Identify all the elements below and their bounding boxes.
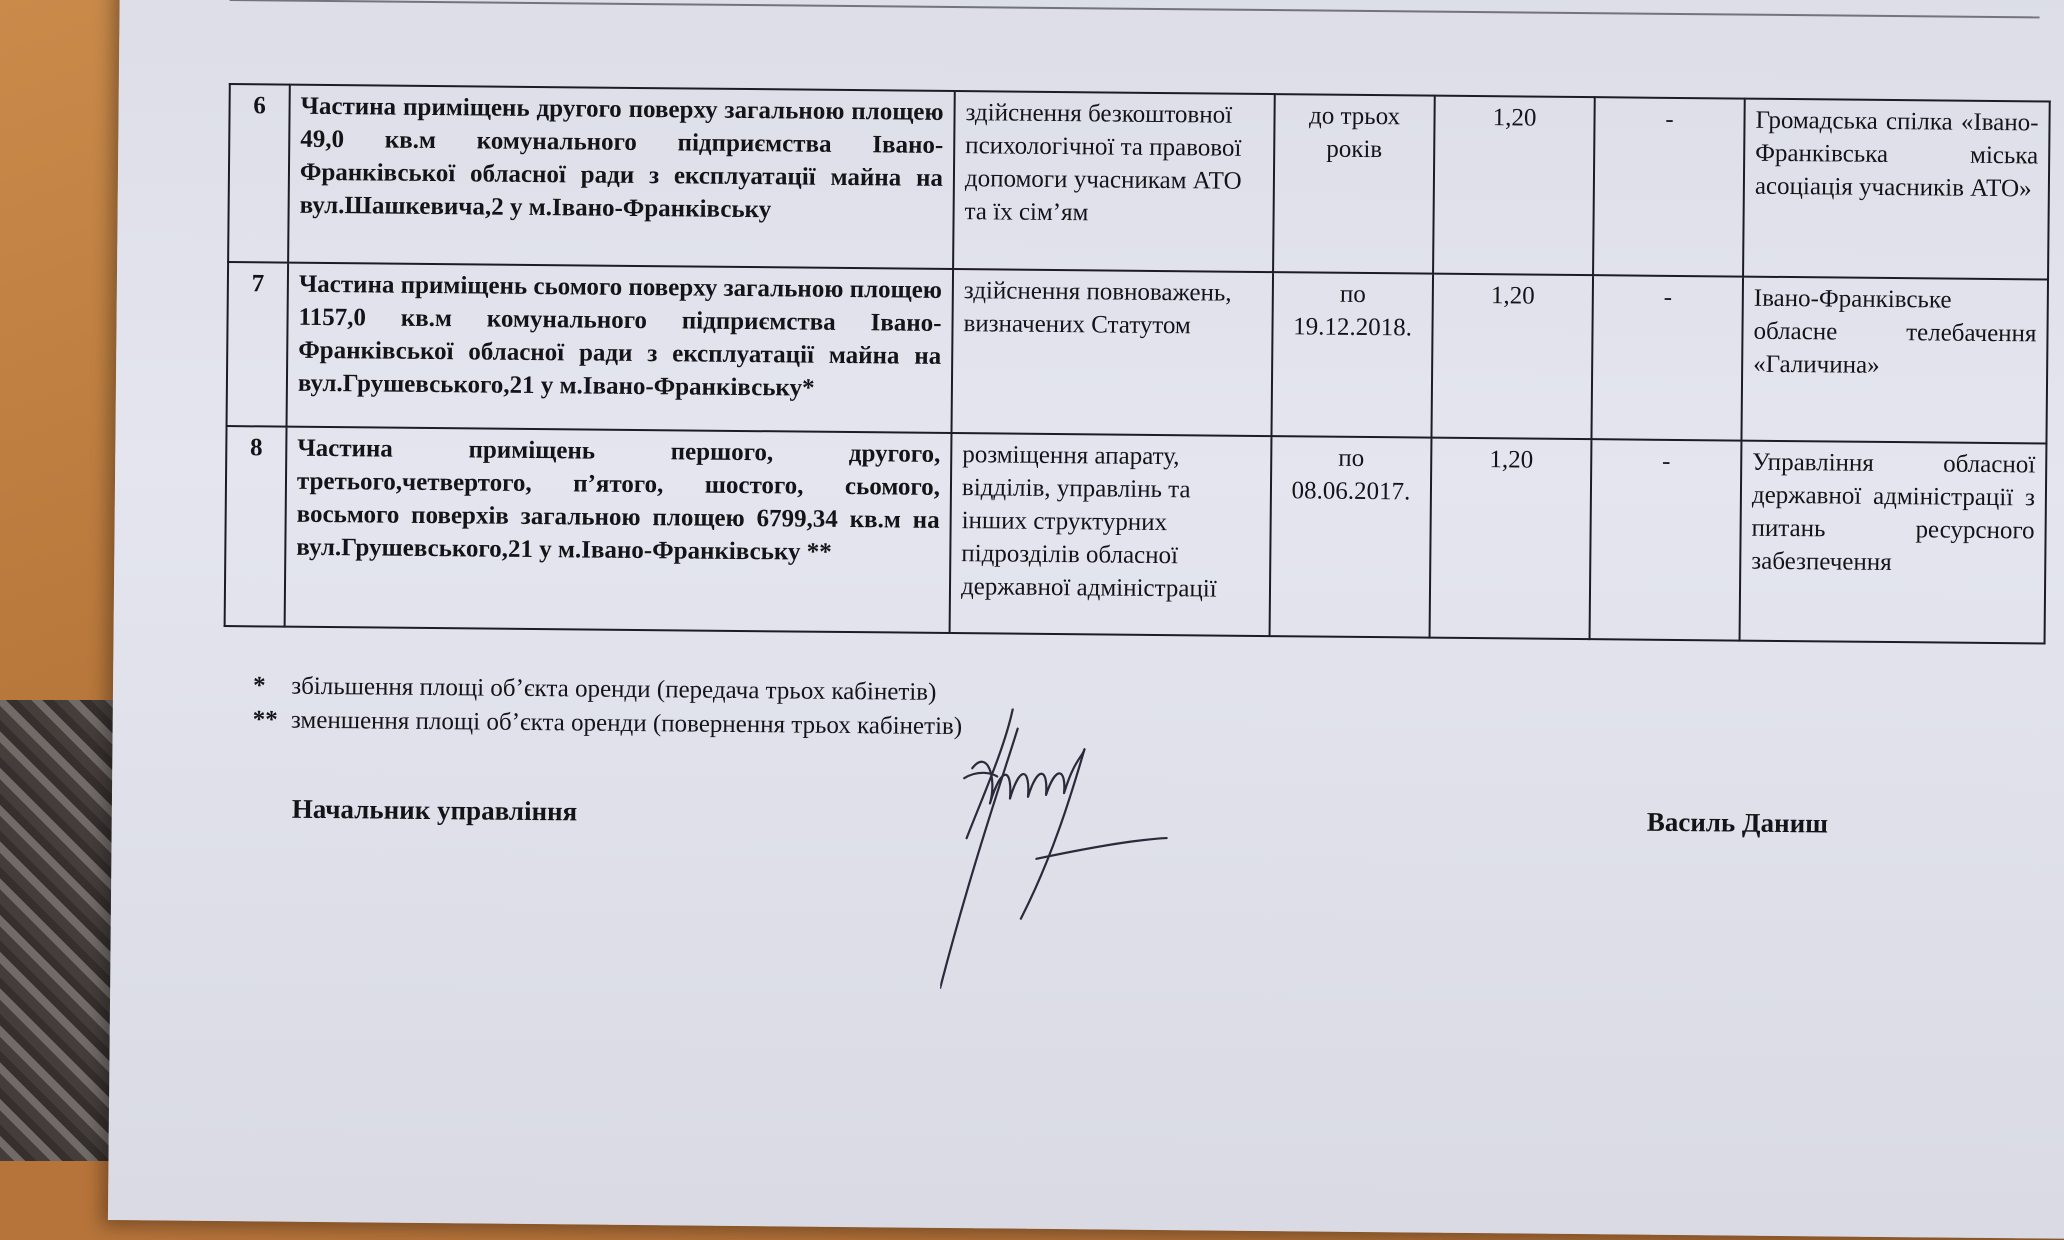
purpose: розміщення апарату, відділів, управлінь та інших структурних підрозділів обласної державної адміністрації (950, 433, 1272, 636)
table-row (228, 84, 2050, 279)
table-row (227, 262, 2048, 443)
dash-cell: - (1591, 275, 1743, 440)
previous-row-border (230, 0, 2040, 18)
tenant: Громадська спілка «Івано-Франківська міська асоціація учасників АТО» (1743, 99, 2050, 280)
row-number: 8 (225, 426, 287, 627)
document-page (108, 0, 2064, 1240)
object-description: Частина приміщень другого поверху загальною площею 49,0 кв.м комунального підприємства Івано-Франківської обласної ради з експлуатації майна на вул.Шашкевича,2 у м.Івано-Франківську (288, 85, 955, 269)
footnote-text: зменшення площі об’єкта оренди (повернення трьох кабінетів) (290, 706, 963, 741)
row-number: 6 (228, 84, 290, 263)
object-description: Частина приміщень сьомого поверху загальною площею 1157,0 кв.м комунального підприємства Івано-Франківської обласної ради з експлуатації майна на вул.Грушевського,21 у м.Івано-Франківську* (287, 263, 954, 433)
lease-table (224, 83, 2051, 644)
footnotes (253, 669, 963, 744)
footnote (253, 703, 963, 744)
purpose: здійснення повноважень, визначених Статутом (951, 269, 1273, 436)
tenant: Управління обласної державної адміністрації з питань ресурсного забезпечення (1740, 441, 2047, 644)
dash-cell: - (1593, 97, 1745, 276)
signatory-position: Начальник управління (291, 793, 578, 827)
tenant: Івано-Франківське обласне телебачення «Галичина» (1741, 277, 2048, 444)
footnote-mark: ** (252, 706, 278, 734)
lease-term: до трьох років (1273, 94, 1435, 274)
handwritten-signature (940, 708, 1223, 1001)
rate: 1,20 (1430, 438, 1592, 640)
lease-term: по 08.06.2017. (1270, 436, 1432, 638)
signatory-name: Василь Даниш (1646, 806, 1829, 839)
row-number: 7 (227, 262, 289, 427)
lease-term: по 19.12.2018. (1271, 272, 1433, 438)
object-description: Частина приміщень першого, другого, третього,четвертого, п’ятого, шостого, сьомого, восьмого поверхів загальною площею 6799,34 кв.м на вул.Грушевського,21 у м.Івано-Франківську ** (285, 427, 952, 633)
footnote-text: збільшення площі об’єкта оренди (передача трьох кабінетів) (291, 672, 937, 706)
rate: 1,20 (1433, 96, 1595, 276)
table-row (225, 426, 2047, 643)
footnote-mark: * (252, 672, 266, 700)
purpose: здійснення безкоштовної психологічної та правової допомоги учасникам АТО та їх сім’ям (953, 91, 1275, 272)
dash-cell: - (1590, 439, 1742, 640)
rate: 1,20 (1431, 274, 1593, 440)
